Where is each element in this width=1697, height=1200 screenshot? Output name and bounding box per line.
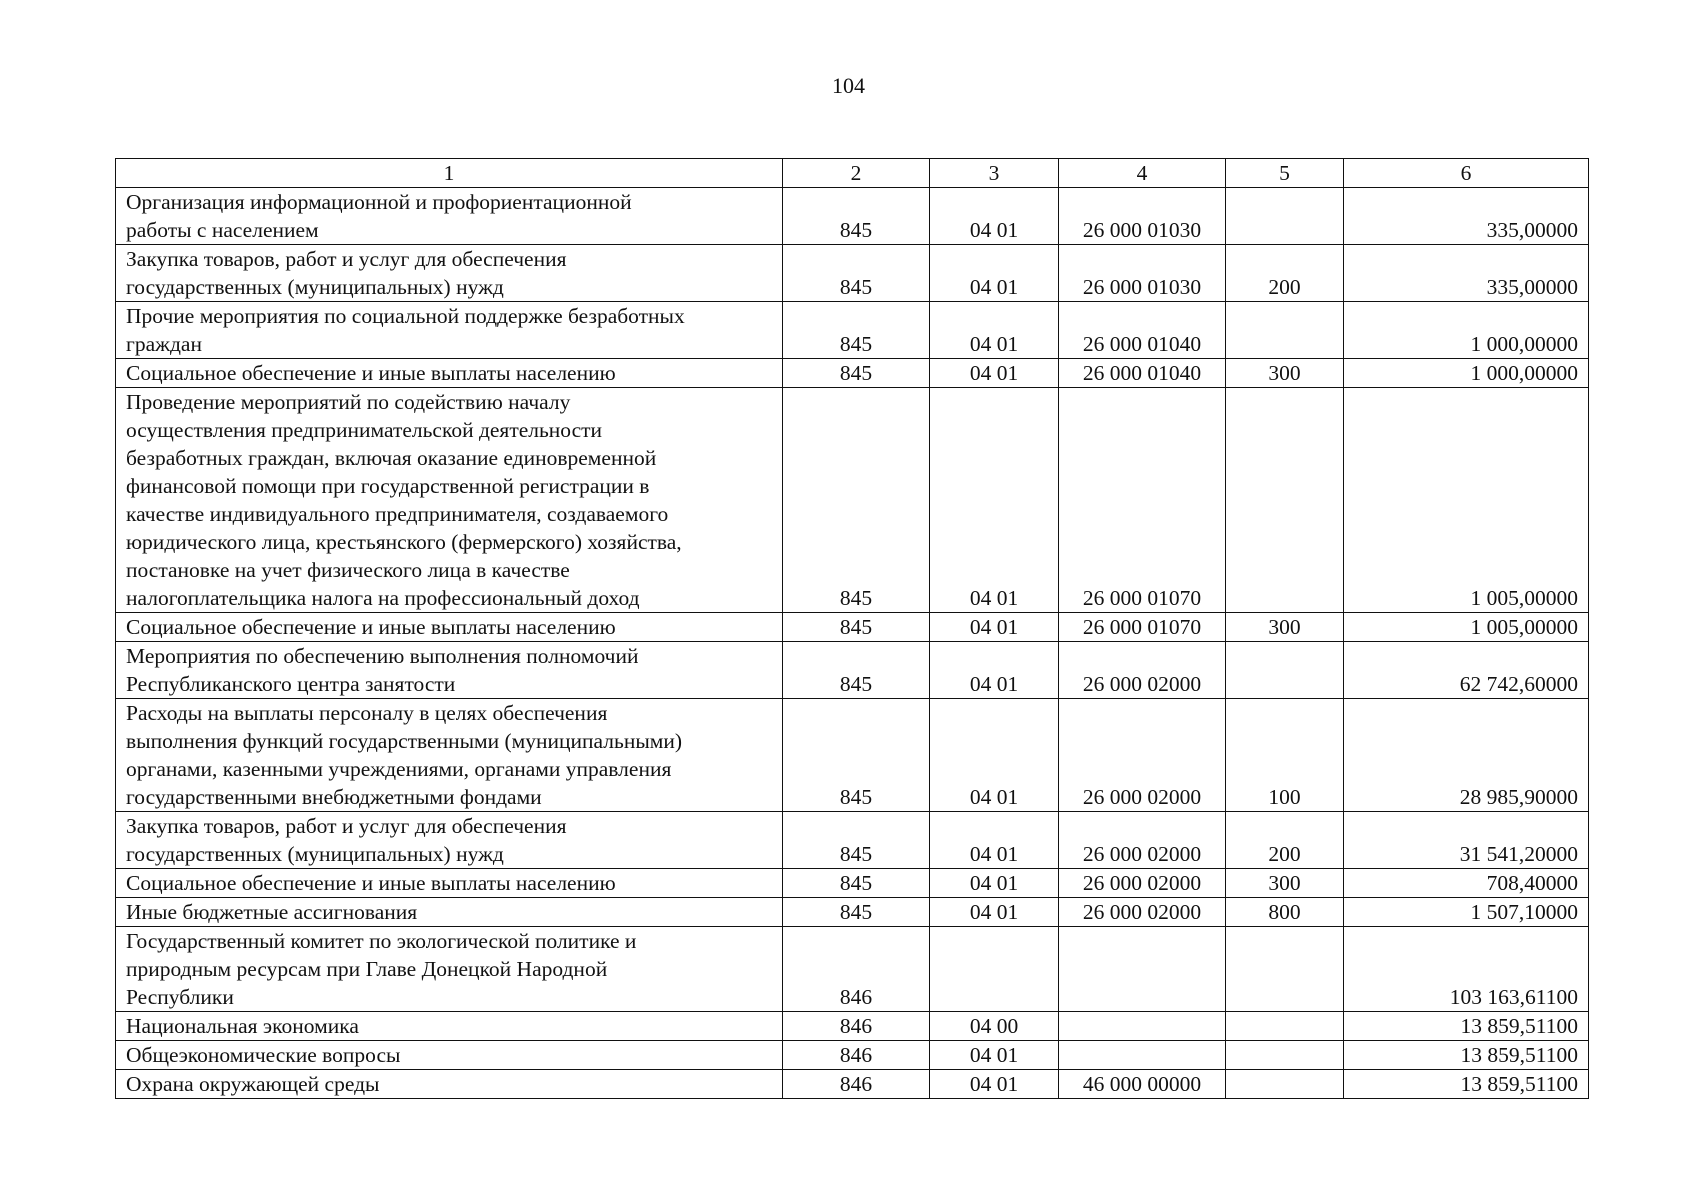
item-name-line: Республиканского центра занятости [126, 672, 456, 696]
cell-ministry-code: 845 [783, 812, 930, 869]
cell-item-name [116, 188, 783, 245]
cell-section-code: 04 00 [930, 1012, 1059, 1041]
cell-item-name [116, 388, 783, 613]
table-row [116, 302, 1589, 359]
item-name-line: осуществления предпринимательской деятельности [126, 418, 603, 442]
item-name-line: Закупка товаров, работ и услуг для обеспечения [126, 247, 567, 271]
item-name-line: налогоплательщика налога на профессиональный доход [126, 586, 640, 610]
table-body [116, 188, 1589, 1099]
cell-item-name [116, 359, 783, 388]
item-name-line: Социальное обеспечение и иные выплаты населению [126, 871, 616, 895]
item-name-line: работы с населением [126, 218, 319, 242]
cell-ministry-code: 845 [783, 359, 930, 388]
cell-target-article: 26 000 02000 [1059, 812, 1226, 869]
cell-ministry-code: 846 [783, 1041, 930, 1070]
table-row [116, 812, 1589, 869]
item-name-line: органами, казенными учреждениями, органами управления [126, 757, 672, 781]
cell-section-code: 04 01 [930, 812, 1059, 869]
cell-expense-type: 300 [1226, 869, 1344, 898]
cell-ministry-code: 845 [783, 869, 930, 898]
cell-amount: 335,00000 [1344, 245, 1589, 302]
item-name-line: юридического лица, крестьянского (фермерского) хозяйства, [126, 530, 682, 554]
cell-item-name [116, 245, 783, 302]
table-row [116, 613, 1589, 642]
item-name-line: государственных (муниципальных) нужд [126, 842, 504, 866]
item-name-line: Республики [126, 985, 234, 1009]
table-row [116, 1070, 1589, 1099]
cell-ministry-code: 845 [783, 245, 930, 302]
header-col-3: 3 [930, 159, 1059, 188]
cell-amount: 13 859,51100 [1344, 1012, 1589, 1041]
cell-ministry-code: 846 [783, 1012, 930, 1041]
table-row [116, 898, 1589, 927]
cell-expense-type: 300 [1226, 359, 1344, 388]
cell-ministry-code: 845 [783, 898, 930, 927]
cell-ministry-code: 845 [783, 388, 930, 613]
cell-amount: 103 163,61100 [1344, 927, 1589, 1012]
cell-amount: 31 541,20000 [1344, 812, 1589, 869]
cell-item-name [116, 1041, 783, 1070]
header-col-6: 6 [1344, 159, 1589, 188]
cell-target-article: 26 000 02000 [1059, 869, 1226, 898]
budget-table [115, 158, 1589, 1099]
header-col-4: 4 [1059, 159, 1226, 188]
table-header [116, 159, 1589, 188]
cell-target-article [1059, 1041, 1226, 1070]
cell-target-article: 26 000 01040 [1059, 359, 1226, 388]
cell-item-name [116, 699, 783, 812]
item-name-line: Охрана окружающей среды [126, 1072, 380, 1096]
cell-ministry-code: 846 [783, 1070, 930, 1099]
cell-section-code: 04 01 [930, 699, 1059, 812]
page-number: 104 [832, 73, 865, 98]
header-row [116, 159, 1589, 188]
cell-section-code [930, 927, 1059, 1012]
cell-target-article: 26 000 02000 [1059, 699, 1226, 812]
item-name-line: государственных (муниципальных) нужд [126, 275, 504, 299]
cell-expense-type [1226, 642, 1344, 699]
cell-target-article [1059, 927, 1226, 1012]
item-name-line: Социальное обеспечение и иные выплаты населению [126, 361, 616, 385]
table-row [116, 699, 1589, 812]
table-row [116, 642, 1589, 699]
cell-item-name [116, 869, 783, 898]
cell-amount: 1 000,00000 [1344, 359, 1589, 388]
cell-amount: 1 005,00000 [1344, 613, 1589, 642]
cell-ministry-code: 845 [783, 302, 930, 359]
cell-expense-type [1226, 388, 1344, 613]
table-row [116, 1041, 1589, 1070]
table-row [116, 927, 1589, 1012]
cell-section-code: 04 01 [930, 388, 1059, 613]
header-col-2: 2 [783, 159, 930, 188]
cell-expense-type [1226, 1041, 1344, 1070]
cell-item-name [116, 613, 783, 642]
table-row [116, 245, 1589, 302]
header-col-1: 1 [116, 159, 783, 188]
cell-section-code: 04 01 [930, 613, 1059, 642]
cell-item-name [116, 1012, 783, 1041]
cell-section-code: 04 01 [930, 869, 1059, 898]
cell-section-code: 04 01 [930, 1041, 1059, 1070]
cell-target-article: 26 000 01070 [1059, 388, 1226, 613]
cell-target-article: 26 000 02000 [1059, 898, 1226, 927]
cell-section-code: 04 01 [930, 359, 1059, 388]
cell-expense-type [1226, 302, 1344, 359]
cell-item-name [116, 302, 783, 359]
item-name-line: качестве индивидуального предпринимателя, создаваемого [126, 502, 669, 526]
item-name-line: государственными внебюджетными фондами [126, 785, 542, 809]
cell-section-code: 04 01 [930, 1070, 1059, 1099]
table-row [116, 869, 1589, 898]
cell-section-code: 04 01 [930, 188, 1059, 245]
item-name-line: Государственный комитет по экологической политике и [126, 929, 637, 953]
cell-expense-type: 800 [1226, 898, 1344, 927]
cell-expense-type: 100 [1226, 699, 1344, 812]
cell-target-article [1059, 1012, 1226, 1041]
item-name-line: финансовой помощи при государственной регистрации в [126, 474, 650, 498]
item-name-line: граждан [126, 332, 202, 356]
cell-target-article: 46 000 00000 [1059, 1070, 1226, 1099]
header-col-5: 5 [1226, 159, 1344, 188]
cell-amount: 1 005,00000 [1344, 388, 1589, 613]
cell-ministry-code: 845 [783, 699, 930, 812]
cell-section-code: 04 01 [930, 898, 1059, 927]
cell-target-article: 26 000 01070 [1059, 613, 1226, 642]
cell-section-code: 04 01 [930, 245, 1059, 302]
cell-amount: 13 859,51100 [1344, 1041, 1589, 1070]
cell-item-name [116, 898, 783, 927]
cell-item-name [116, 642, 783, 699]
cell-ministry-code: 845 [783, 188, 930, 245]
item-name-line: Иные бюджетные ассигнования [126, 900, 418, 924]
item-name-line: Прочие мероприятия по социальной поддержке безработных [126, 304, 685, 328]
cell-amount: 708,40000 [1344, 869, 1589, 898]
table-row [116, 1012, 1589, 1041]
cell-section-code: 04 01 [930, 302, 1059, 359]
cell-item-name [116, 812, 783, 869]
cell-target-article: 26 000 02000 [1059, 642, 1226, 699]
cell-expense-type [1226, 1070, 1344, 1099]
cell-amount: 1 507,10000 [1344, 898, 1589, 927]
table-row [116, 188, 1589, 245]
cell-target-article: 26 000 01030 [1059, 245, 1226, 302]
cell-expense-type: 300 [1226, 613, 1344, 642]
cell-target-article: 26 000 01030 [1059, 188, 1226, 245]
cell-section-code: 04 01 [930, 642, 1059, 699]
cell-expense-type [1226, 188, 1344, 245]
item-name-line: природным ресурсам при Главе Донецкой Народной [126, 957, 608, 981]
cell-expense-type [1226, 1012, 1344, 1041]
item-name-line: Общеэкономические вопросы [126, 1043, 401, 1067]
cell-item-name [116, 927, 783, 1012]
cell-amount: 13 859,51100 [1344, 1070, 1589, 1099]
cell-amount: 1 000,00000 [1344, 302, 1589, 359]
cell-ministry-code: 846 [783, 927, 930, 1012]
item-name-line: Закупка товаров, работ и услуг для обеспечения [126, 814, 567, 838]
cell-amount: 62 742,60000 [1344, 642, 1589, 699]
cell-expense-type: 200 [1226, 245, 1344, 302]
item-name-line: Проведение мероприятий по содействию началу [126, 390, 571, 414]
cell-amount: 335,00000 [1344, 188, 1589, 245]
item-name-line: выполнения функций государственными (муниципальными) [126, 729, 683, 753]
item-name-line: постановке на учет физического лица в качестве [126, 558, 570, 582]
cell-amount: 28 985,90000 [1344, 699, 1589, 812]
item-name-line: Мероприятия по обеспечению выполнения полномочий [126, 644, 639, 668]
item-name-line: Расходы на выплаты персоналу в целях обеспечения [126, 701, 608, 725]
cell-item-name [116, 1070, 783, 1099]
item-name-line: безработных граждан, включая оказание единовременной [126, 446, 657, 470]
table-row [116, 359, 1589, 388]
cell-expense-type [1226, 927, 1344, 1012]
item-name-line: Национальная экономика [126, 1014, 359, 1038]
item-name-line: Организация информационной и профориентационной [126, 190, 632, 214]
cell-ministry-code: 845 [783, 642, 930, 699]
table-row [116, 388, 1589, 613]
cell-expense-type: 200 [1226, 812, 1344, 869]
item-name-line: Социальное обеспечение и иные выплаты населению [126, 615, 616, 639]
cell-ministry-code: 845 [783, 613, 930, 642]
cell-target-article: 26 000 01040 [1059, 302, 1226, 359]
